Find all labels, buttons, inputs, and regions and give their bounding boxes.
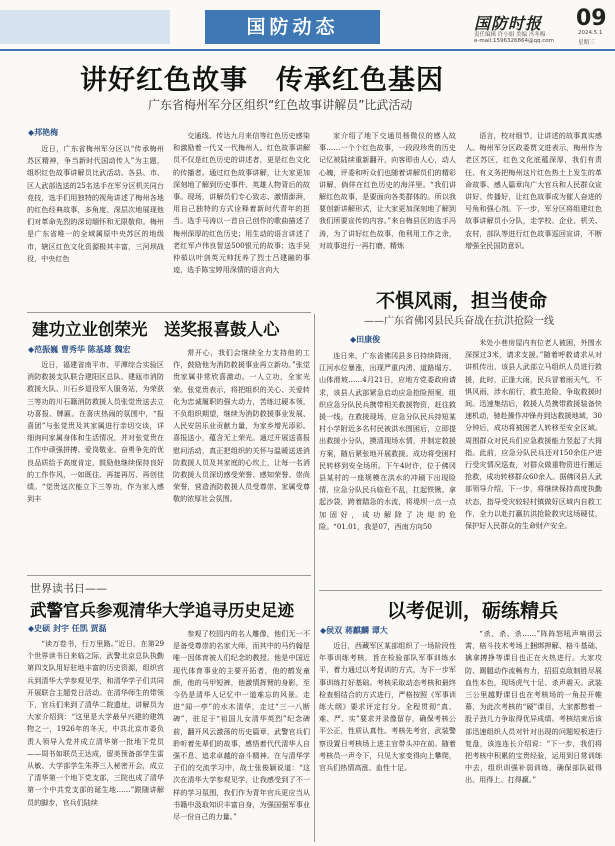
page-number: 09 xyxy=(576,6,607,31)
masthead-band-left xyxy=(0,10,170,44)
article-3-column-2: 参观了校园内的名人雕像，他们无一不是备受尊崇的名家大师，而其中的马约翰是唯一因体育被人们纪念的教授。他是中国近现代体育事业的主要开拓者，他的鹤发童颜，他的马甲短裤，他激情挥臂的身影，至今仍是清华人记忆中一道难忘的风景。走进“闻一亭”的水木清华，走过“三一八断碑”，驻足于“祖国儿女清华英烈”纪念碑前，翻开风云激荡的历史篇章，武警官兵们聆听着先辈们的故事，感悟着代代清华人自强不息、追求卓越的奋斗精神。在与清华学子们的交流学习中，战士张俊颖说道：“这次在清华大学参观见学，让我感受到了不一样的学习氛围，我们作为青年官兵更应当从书籍中汲取知识丰富自身，为强国强军事业尽一份自己的力量。” xyxy=(173,629,310,822)
article-2-byline: ◆范振巍 曹秀华 陈基雄 魏宏 xyxy=(28,345,131,354)
article-3-column-1: “读万卷书，行万里路。”近日，在第29个世界读书日来临之际，武警北京总队执勤第四支队用好驻地丰富的历史资源，组织官兵到清华大学参观见学，和清华学子们共同开展联合主题党日活动。在清华师生的带领下，官兵们来到了清华二院遗址，讲解员为大家介绍到：“这里是大学最早兴建的建筑物之一，1926年的冬天，中共北京市委负责人领导入党并成立清华第一批地下党员——周书如联员王达成，留美预备部学生雷从敏、大学部学生朱莽三人秘密开会，成立了清华第一个地下党支部，三院也成了清华第一个中共党支部的诞生地……”跟随讲解员的脚步，官兵们陆续 xyxy=(27,639,164,807)
article-3-byline: ◆史硕 封宇 任凯 贾磊 xyxy=(28,624,107,633)
editor-email: e-mail:1596326864@qq.com xyxy=(474,38,554,44)
article-4-headline: 不惧风雨，担当使命 xyxy=(376,290,548,312)
article-1-column-3: 家介绍了地下交通员杨微仪的感人故事……一个个红色故事，一段段珍贵的历史记忆被陆续重新翻开，向客即由人心，动人心魄，评委和听众们也随着讲解员们的精彩讲解，倘佯在红色历史的海洋里。“我们讲解红色故事，是要面向各类群体的。所以我要创新讲解形式，让大家更加深刻地了解到我们所要宣传的内容。”来自梅县区的选手冯涛，为了讲好红色故事，他利用工作之余，对故事进行一再打磨，精炼 xyxy=(319,131,456,250)
article-1-byline: ◆邦艳梅 xyxy=(28,128,59,137)
article-5-headline: 以考促训，砺练精兵 xyxy=(387,600,559,622)
section-title: 国防动态 xyxy=(205,10,380,44)
article-3-headline: 武警官兵参观清华大学追寻历史足迹 xyxy=(30,601,294,620)
article-2-column-1: 近日，福建省南平市、平潭综合实验区消防救援支队联合建阳区总队、建瓯市消防救援大队、川石乡退役军人服务站，为荣获三等功的川石籍消防救援人员张觉贵送去立功喜报、牌匾。在喜庆热闹的氛围中，“报喜团”与张觉贵及其家属进行亲切交谈，详细询问家属身体和生活情况，并对张觉贵在工作中顽强拼搏、爱岗敬业、奋勇争先的优良品质给予高度肯定，鼓励他继续保持良好的工作作风，一如既往、再接再厉、再创佳绩。“觉贵这次能立下三等功，作为家人感到丰 xyxy=(27,360,164,504)
article-4-column-1: 连日来，广东省佛冈县多日持续降雨，江河水位暴涨，出现严重内涝、道路塌方、山体滑坡……4月21日，应地方党委政府请求，该县人武部紧急启动应急抢险预案，组织应急分队民兵携带相关救援物资，赶往救援一线。在救援现场，应急分队民兵持短某村小学附近多名村民被洪水围困后，立即提出救援小分队，摸清现场水情，并制定救援方案，随后紧张地开展救援。成功将受困村民转移到安全场所。下午4时许，位于佛冈县某村的一座规模在洪水的冲刷下出现险情，应急分队民兵临危不乱，扛起铁锹、拿起沙袋，跨着踏急的水流，将堤坝一点一点加固好，成功解除了决堤的危险。“01.01，我是07，西南方向50 xyxy=(319,351,456,531)
article-1-subheadline: 广东省梅州军分区组织“红色故事讲解员”比武活动 xyxy=(148,98,413,112)
editor-credits: 责任编辑 许小娟 美编 冯冬梅 xyxy=(474,32,546,38)
article-4-column-2: 米处小巷房屋内有位老人被困，外围水深探过3米，请求支援。”随着呼救请求从对讲机传出，该县人武部立马组织人员进行救援，此时，正逢大雨，民兵冒着雨天气，不惧风雨，涉水前行，救生抢险，争取救援时间。迅速集结后，救援人员携带救援装备快速机动，驰赴操作冲锋舟到达救援地域，30分钟后，成功将被困老人转移至安全区域。周围群众对民兵们应急救援能力竖起了大拇指。此前，应急分队民兵还对150余住户进行受灾情况巡查，对群众做重物资进行搬运抢救，成功转移群众60余人。据佛冈县人武部领导介绍，下一步，将继续保持高度执勤状态，指导受灾较轻村镇做好区域内自救工作，全力以赴打赢抗洪抢险救灾这场硬仗，保护好人民群众的生命财产安全。 xyxy=(465,338,602,531)
article-1-headline: 讲好红色故事 传承红色基因 xyxy=(80,65,444,96)
article-5-column-2: “杀、杀、杀……”阵阵怒吼声响彻云霄，格斗技术考场上捆绑押解、格斗基础、擒拿搏挣等课目也正在火热进行。大家攻防、踢腿动作流畅有力，招招克敌制胜尽展血性本色，现场虎气十足、杀声震天。武装三公里越野课目也在考核场的一角拉开帷幕，为此次考核的“硬”课目，大家都憋着一股子劲儿力争取得优异成绩。考核结束后该部迅速组织人员对针对出现的问题短板进行复盘，该连连长介绍说：“下一步，我们将把考核中积累的宝贵经验，运用到日常训练中去，组织训强补弱训练，确保部队砥得出、用得上、打得赢。” xyxy=(465,629,602,785)
divider-a1-a2 xyxy=(27,312,311,313)
column-divider xyxy=(314,314,315,842)
article-5-byline: ◆侯双 蒋麒麟 谭大 xyxy=(320,626,388,635)
issue-date: 2024.5.1 xyxy=(578,30,603,36)
article-1-column-1: 近日，广东省梅州军分区以“传承梅州苏区精神，争当新时代国动传人”为主题，组织红色故事讲解员比武活动。各县、市、区人武部选送的25名选手在军分区机关同台竞技，选手们用独特的视角讲述了梅州各地的红色经典故事，多角度、深层次地展现他们对革命先烈的深切缅怀和无限敬仰。梅州是广东省唯一的全域属原中央苏区的地级市，辖区红色文化资源极其丰富，三河坝战役，中央红色 xyxy=(27,144,164,263)
article-4-author: 田康俊 xyxy=(356,335,381,344)
article-5-column-1: 近日，西藏军区某部组织了一场阶段性年事训练考核，旨在检验部队军事训练水平，着力通过以考促训的方式，为下一步军事训练打好基础。考核采取动态考核和最终检查相结合的方式进行，严格按照《军事训练大纲》要求评定打分。全程贯彻“真、难、严、实”要求并录像留存，确保考核公平公正，性质认真性。考核先考官，武装警察设置日考核场上进主官带头冲在前。随着考核员一声令下，只见大家变得向上攀爬，官兵们热情高涨、血性十足。 xyxy=(319,641,456,773)
masthead-rule xyxy=(0,49,615,51)
article-3-kicker: 世界读书日—— xyxy=(30,582,107,595)
article-4-subheadline: ——广东省佛冈县民兵奋战在抗洪抢险一线 xyxy=(364,316,554,327)
article-2-headline: 建功立业创荣光 送奖报喜鼓人心 xyxy=(32,320,280,339)
article-2-authors: 范振巍 曹秀华 陈基雄 魏宏 xyxy=(34,345,131,354)
article-1-author: 邦艳梅 xyxy=(34,128,59,137)
article-4-byline: ◆田康俊 xyxy=(350,335,381,344)
article-2-column-2: 常开心，我们会继续全力支持他的工作，鼓励他为消防救援事业再立新功。”张觉贵家属非常欣喜激动。一人立功，全家光荣。张觉贵表示，将把组织的关心、关爱转化为忠诚履职的强大动力，苦练过硬本领，不负组织期望，继续为消防救援事业发展、人民安居乐业贡献力量，为家乡增光添彩。喜报送小，蕴含无上荣光。通过开展送喜报慰问活动，真正把组织的关怀与温暖送进消防救援人员及其家庭的心坎上，让每一名消防救援人员深切感受荣誉、感知荣誉、崇尚荣誉，营造消防救援人员受尊崇、家属受尊敬的浓厚社会氛围。 xyxy=(173,348,310,504)
article-1-column-4: 语言，校对细节，让讲述的故事真实感人。梅州军分区政委贾文进表示，梅州作为老区苏区，红色文化底蕴深厚，我们有责任、有义务把梅州这片红色热土上发生的革命故事、感人篇章向广大官兵和人民群众宣讲好、传播好，让红色故事成为催人奋进的号角和强心剂。下一步，军分区将组建红色故事讲解员小分队，走学校、企业、机关、农村，部队等进行红色故事巡回宣讲，不断增强全民国防意识。 xyxy=(465,131,602,250)
divider-a2-a3 xyxy=(27,575,311,576)
article-5-authors: 侯双 蒋麒麟 谭大 xyxy=(326,626,388,635)
article-3-authors: 史硕 封宇 任凯 贾磊 xyxy=(34,624,107,633)
newspaper-logo: 国防时报 xyxy=(474,14,543,33)
spacer xyxy=(319,278,602,279)
article-1-column-2: 交通线、传达九月来信等红色历史感染和激励着一代又一代梅州人。红色故事讲解员不仅是红色历史的讲述者，更是红色文化的传播者。通过红色故事讲解，让大家更加深刻地了解到历史事件、英雄人物背后的故事。现场，讲解员们专心致志、激情澎湃，用自己独特的方式诠释着新时代青年的担当。选手马涛以一首自己创作的歌曲描述了梅州深厚的红色历史；用生动的语言讲述了老红军卢伟良智送500银元的故事；选手吴仲茹以叶剑英元帅抚养了烈士吕建融的事迹，选手陈宝婷用深情的语言向大 xyxy=(173,131,310,275)
divider-a4-a5 xyxy=(319,590,602,591)
issue-weekday: 星期三 xyxy=(578,40,595,46)
